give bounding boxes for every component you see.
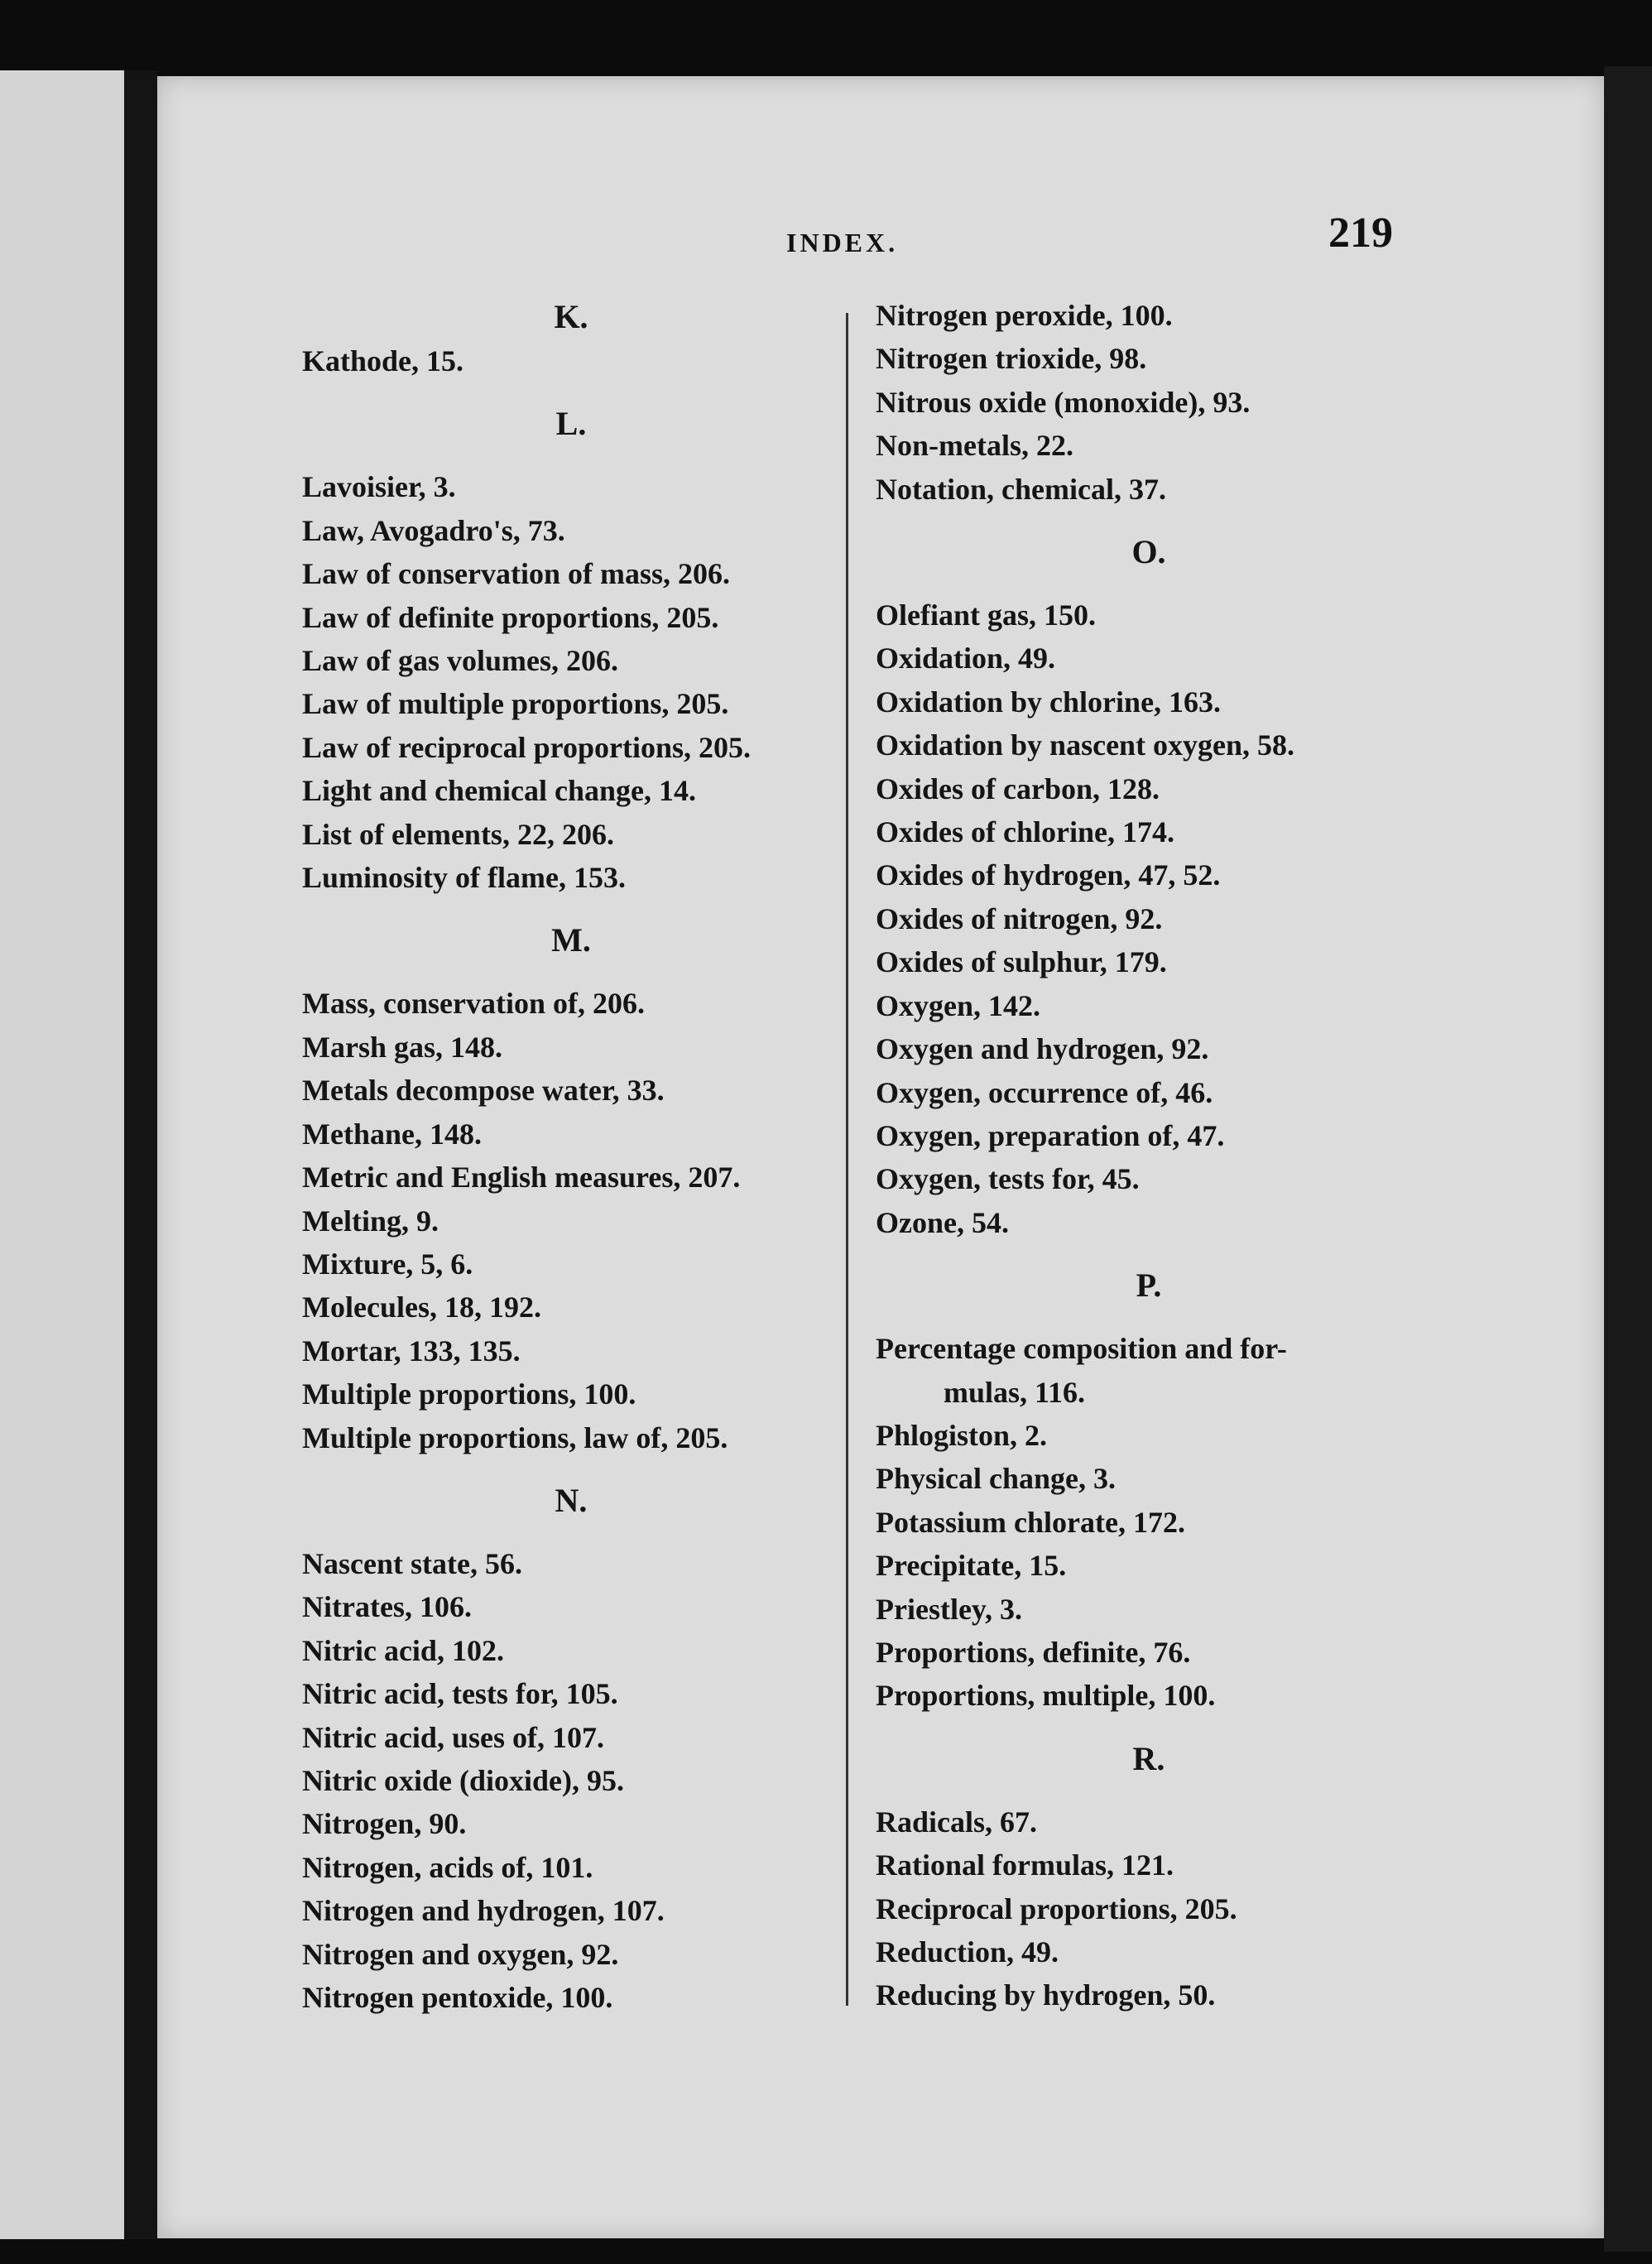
index-entry: Nitrogen peroxide, 100. [876, 299, 1173, 332]
index-entry: Mixture, 5, 6. [302, 1247, 473, 1281]
index-entry: Oxides of chlorine, 174. [876, 815, 1174, 849]
index-entry: Proportions, multiple, 100. [876, 1679, 1216, 1713]
index-entry: Percentage composition and for- [876, 1332, 1287, 1366]
index-entry: Reciprocal proportions, 205. [876, 1891, 1237, 1925]
index-entry: Priestley, 3. [876, 1592, 1022, 1626]
index-entry: Law of conservation of mass, 206. [302, 557, 730, 591]
index-entry: Metals decompose water, 33. [302, 1074, 665, 1108]
running-head: INDEX. [786, 228, 899, 257]
index-entry: Reduction, 49. [876, 1935, 1059, 1968]
index-entry: Nitrogen pentoxide, 100. [302, 1981, 613, 2014]
index-entry: Oxygen, 142. [876, 988, 1041, 1022]
index-entry-continuation: mulas, 116. [944, 1375, 1086, 1409]
index-entry: Notation, chemical, 37. [876, 472, 1166, 506]
index-entry: Oxygen, preparation of, 47. [876, 1118, 1225, 1152]
index-entry: Oxygen, occurrence of, 46. [876, 1075, 1213, 1109]
index-column-right [876, 294, 1422, 2017]
index-entry: Olefiant gas, 150. [876, 598, 1096, 632]
index-entry: Metric and English measures, 207. [302, 1161, 741, 1194]
index-entry: Law of reciprocal proportions, 205. [302, 730, 751, 764]
book-gutter [124, 70, 157, 2239]
index-entry: Nitric oxide (dioxide), 95. [302, 1763, 624, 1797]
index-entry: Rational formulas, 121. [876, 1848, 1174, 1882]
index-entry: Melting, 9. [302, 1204, 439, 1238]
index-entry: Oxides of nitrogen, 92. [876, 901, 1163, 935]
column-divider [846, 313, 848, 2006]
letter-heading-k: K. [554, 298, 588, 335]
index-entry: Ozone, 54. [876, 1205, 1009, 1239]
letter-heading-p: P. [1136, 1267, 1162, 1305]
index-entry: Mass, conservation of, 206. [302, 987, 645, 1021]
index-entry: Law of multiple proportions, 205. [302, 687, 729, 721]
index-entry: Nitrous oxide (monoxide), 93. [876, 385, 1251, 419]
page-number: 219 [1328, 209, 1393, 257]
adjacent-page-edge [0, 70, 124, 2239]
index-entry: Nitrogen and oxygen, 92. [302, 1937, 619, 1971]
index-entry: Nitrogen, 90. [302, 1807, 467, 1841]
index-entry: Non-metals, 22. [876, 429, 1073, 463]
index-entry: Nitrates, 106. [302, 1590, 472, 1624]
index-entry: Nitric acid, 102. [302, 1633, 504, 1667]
index-entry: Oxidation, 49. [876, 642, 1056, 675]
index-entry: Oxides of carbon, 128. [876, 771, 1160, 805]
index-entry: Law of gas volumes, 206. [302, 644, 619, 678]
index-entry: Nascent state, 56. [302, 1546, 522, 1580]
letter-heading-n: N. [555, 1481, 588, 1519]
index-entry: Lavoisier, 3. [302, 470, 456, 504]
index-entry: Luminosity of flame, 153. [302, 861, 626, 895]
index-entry: Methane, 148. [302, 1117, 482, 1151]
index-entry: Physical change, 3. [876, 1462, 1117, 1496]
index-entry: Law of definite proportions, 205. [302, 600, 719, 634]
index-entry: Mortar, 133, 135. [302, 1334, 521, 1368]
index-entry: Multiple proportions, law of, 205. [302, 1420, 728, 1454]
index-entry: Nitrogen trioxide, 98. [876, 342, 1147, 376]
index-entry: Oxidation by chlorine, 163. [876, 685, 1222, 719]
letter-heading-l: L. [555, 405, 587, 443]
index-entry: Molecules, 18, 192. [302, 1291, 541, 1324]
index-entry: Nitric acid, tests for, 105. [302, 1677, 618, 1711]
index-entry: Oxides of hydrogen, 47, 52. [876, 858, 1221, 892]
index-entry: Oxides of sulphur, 179. [876, 945, 1167, 979]
index-entry: List of elements, 22, 206. [302, 817, 614, 851]
index-entry: Nitric acid, uses of, 107. [302, 1720, 604, 1754]
index-entry: Precipitate, 15. [876, 1549, 1067, 1583]
index-entry: Kathode, 15. [302, 344, 464, 377]
index-entry: Potassium chlorate, 172. [876, 1505, 1185, 1539]
letter-heading-m: M. [551, 921, 591, 959]
index-entry: Radicals, 67. [876, 1805, 1038, 1839]
index-entry: Law, Avogadro's, 73. [302, 513, 565, 547]
index-entry: Light and chemical change, 14. [302, 774, 697, 808]
index-entry: Phlogiston, 2. [876, 1418, 1048, 1452]
index-entry: Reducing by hydrogen, 50. [876, 1978, 1216, 2012]
letter-heading-r: R. [1132, 1739, 1165, 1777]
index-entry: Nitrogen, acids of, 101. [302, 1850, 593, 1884]
index-entry: Marsh gas, 148. [302, 1030, 502, 1064]
index-entry: Oxygen, tests for, 45. [876, 1162, 1140, 1196]
index-entry: Oxidation by nascent oxygen, 58. [876, 728, 1295, 762]
index-entry: Oxygen and hydrogen, 92. [876, 1032, 1209, 1066]
index-entry: Nitrogen and hydrogen, 107. [302, 1894, 665, 1928]
index-entry: Multiple proportions, 100. [302, 1377, 636, 1411]
letter-heading-o: O. [1131, 533, 1166, 571]
index-column-left [302, 294, 840, 2019]
index-entry: Proportions, definite, 76. [876, 1635, 1191, 1669]
scan-border [1604, 66, 1652, 2252]
